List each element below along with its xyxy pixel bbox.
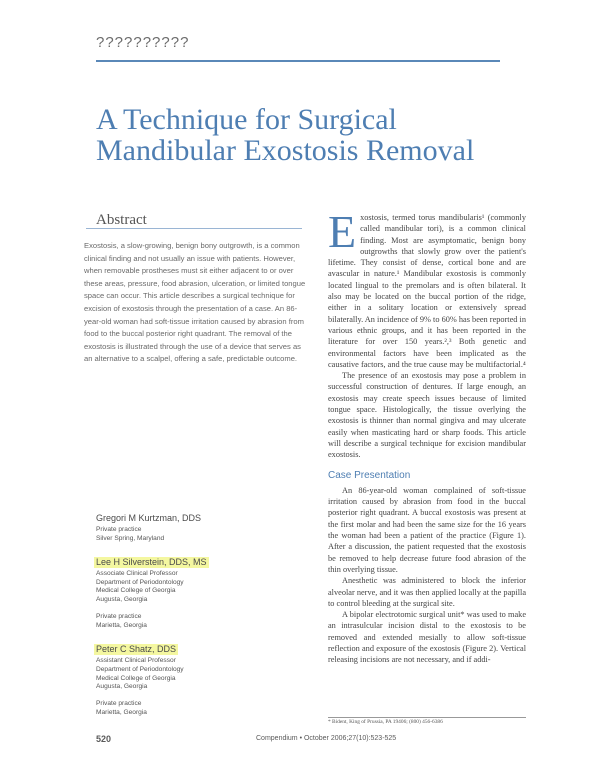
author-affiliation: Department of Periodontology — [96, 665, 184, 673]
author-affiliation: Augusta, Georgia — [96, 595, 148, 603]
author-affiliation: Private practice — [96, 526, 142, 533]
author-affiliation: Augusta, Georgia — [96, 683, 148, 691]
author-affiliation: Private practice — [96, 613, 142, 621]
author-affiliation: Silver Spring, Maryland — [96, 534, 165, 542]
author-name: Peter C Shatz, DDS — [96, 644, 177, 655]
author-affiliation-spacer — [96, 692, 296, 701]
journal-citation: Compendium • October 2006;27(10):523-525 — [256, 735, 397, 742]
paragraph-text: xostosis, termed torus mandibularis¹ (commonly called mandibular tori), is a common clinical finding. Most are asymptomatic, benign bony outgrowths that slowly grow over the patient's lifetime. They consist of dense, cortical bone and are avascular in nature.¹ Mandibular exostosis is commonly located lingual to the premolars and is often bilateral. It also may be located on the buccal portion of the ridge, either in a solitary location or extensively spread bilaterally. An incidence of 9% to 60% has been reported in various ethnic groups, and it has been reported in the literature for over 150 years.²,³ Both genetic and environmental factors have been implicated as the causative factors, and the true cause may be multifactorial.⁴ — [328, 213, 526, 369]
body-paragraph: The presence of an exostosis may pose a problem in successful construction of dentures. If large enough, an exostosis may create speech issues because of limited tongue space. Histologically, the tissue overlying the exostosis is thinner than normal gingiva and may ulcerate easily when masticating hard or sharp foods. This article will describe a surgical technique for excision mandibular exostosis. — [328, 371, 526, 460]
article-title: A Technique for Surgical Mandibular Exostosis Removal — [96, 103, 475, 167]
abstract-heading: Abstract — [96, 212, 147, 228]
section-tag: ?????????? — [96, 34, 190, 51]
header-rule — [96, 60, 500, 62]
abstract-rule — [86, 228, 302, 229]
case-presentation-heading: Case Presentation — [328, 469, 411, 481]
author-affiliation: Marietta, Georgia — [96, 708, 147, 716]
page-number: 520 — [96, 734, 112, 744]
abstract-text: Exostosis, a slow-growing, benign bony outgrowth, is a common clinical finding and not usually an issue with patients. However, when removable prostheses must sit either adjacent to or over these areas, pressure, food abrasion, ulceration, or limited tongue space can occur. This article describes a surgical technique for excision of exostosis through the presentation of a case. An 86-year-old woman had soft-tissue irritation caused by abrasion from food to the buccal posterior right quadrant. The removal of the exostosis is illustrated through the use of a device that serves as an alternative to a scalpel, offering a safe, predictable outcome. — [84, 241, 306, 364]
author-affiliation: Marietta, Georgia — [96, 621, 147, 629]
body-paragraph: A bipolar electrotomic surgical unit* was used to make an intrasulcular incision distal to the exostosis to be removed and extended mesially to allow soft-tissue reflection and exposure of the exostosis (Figure 2). Vertical releasing incisions are not necessary, and if addi- — [328, 610, 526, 665]
author-affiliation: Medical College of Georgia — [96, 674, 176, 682]
author-affiliation: Associate Clinical Professor — [96, 570, 178, 578]
footnote: * Bident, King of Prussia, PA 19406; (800) 456-6386 — [328, 717, 526, 726]
author-affiliation-spacer — [96, 605, 296, 614]
body-paragraph: An 86-year-old woman complained of soft-tissue irritation caused by abrasion from food in the buccal posterior right quadrant. A buccal exostosis was present at the first molar and had been the same size for the 16 years the woman had been a patient of the practice (Figure 1). After a discussion, the patient requested that the exostosis be removed to help decrease future food abrasion of the thin overlying tissue. — [328, 485, 526, 574]
author-name: Gregori M Kurtzman, DDS — [96, 513, 202, 523]
body-paragraph — [328, 206, 526, 370]
author-list — [96, 508, 296, 727]
author-affiliation: Medical College of Georgia — [96, 587, 176, 595]
author-block — [96, 508, 296, 543]
author-block — [96, 552, 296, 630]
author-block — [96, 639, 296, 717]
body-paragraph: Anesthetic was administered to block the inferior alveolar nerve, and it was then applied locally at the papilla to control bleeding at the surgical site. — [328, 576, 526, 608]
author-name: Lee H Silverstein, DDS, MS — [96, 557, 207, 568]
author-affiliation: Assistant Clinical Professor — [96, 657, 176, 665]
author-affiliation: Department of Periodontology — [96, 578, 184, 586]
drop-cap: E — [328, 206, 357, 257]
body-text-column — [328, 206, 526, 666]
author-affiliation: Private practice — [96, 700, 142, 708]
